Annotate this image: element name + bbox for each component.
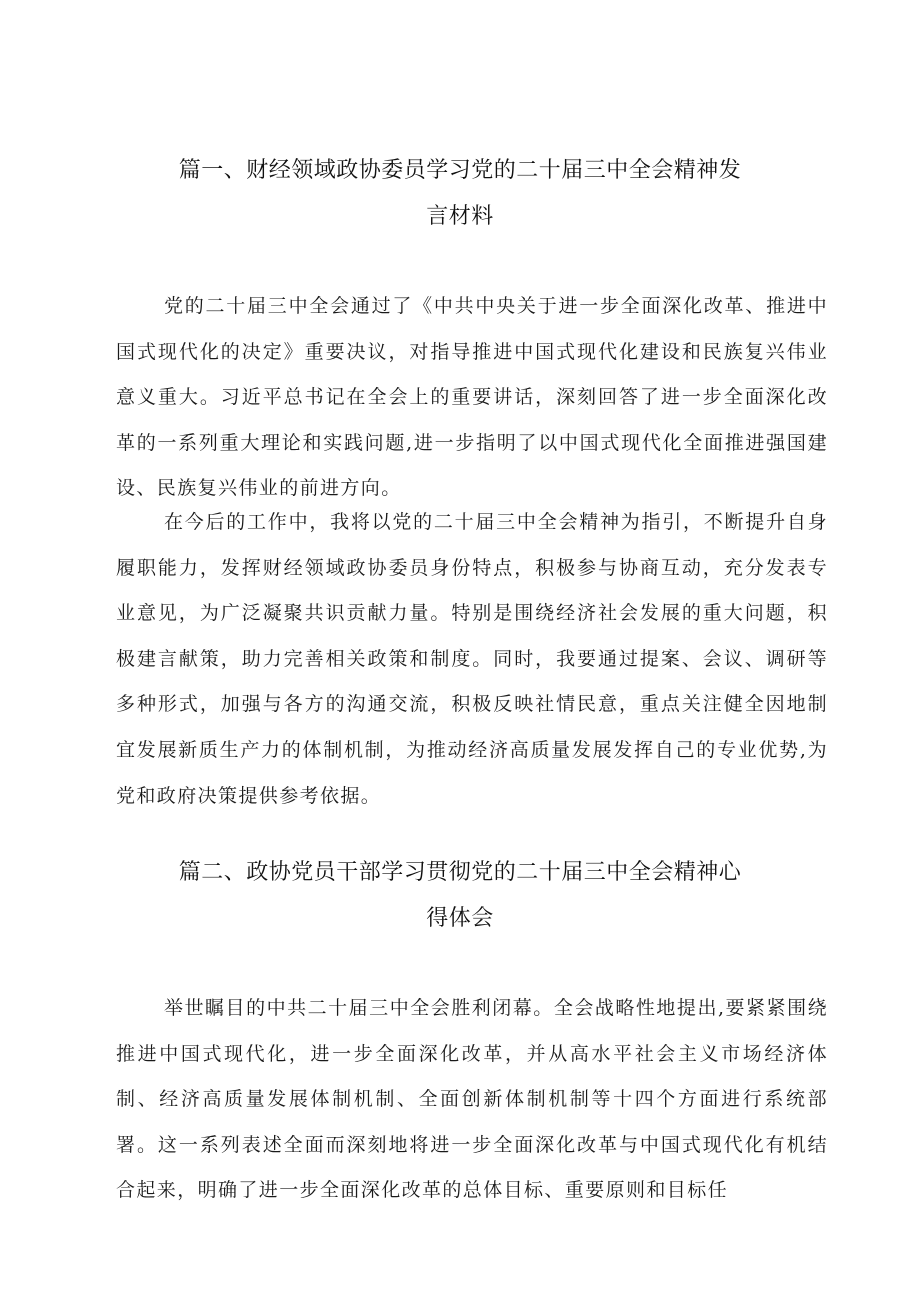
section-2-title-line-2: 得体会 [426,906,494,931]
section-1-paragraph-2: 在今后的工作中，我将以党的二十届三中全会精神为指引，不断提升自身履职能力，发挥财经领域政协委员身份特点，积极参与协商互动，充分发表专业意见，为广泛凝聚共识贡献力量。特别是围绕经济社会发展的重大问题，积极建言献策，助力完善相关政策和制度。同时，我要通过提案、会议、调研等多种形式，加强与各方的沟通交流，积极反映社情民意，重点关注健全因地制宜发展新质生产力的体制机制，为推动经济高质量发展发挥自己的专业优势,为党和政府决策提供参考依据。 [116,511,828,807]
section-2-paragraph-1: 举世瞩目的中共二十届三中全会胜利闭幕。全会战略性地提出,要紧紧围绕推进中国式现代化，进一步全面深化改革，并从高水平社会主义市场经济体制、经济高质量发展体制机制、全面创新体制机制等十四个方面进行系统部署。这一系列表述全面而深刻地将进一步全面深化改革与中国式现代化有机结合起来，明确了进一步全面深化改革的总体目标、重要原则和目标任 [116,997,828,1202]
section-1-title-line-1: 篇一、财经领域政协委员学习党的二十届三中全会精神发 [178,158,742,183]
section-2-title [0,850,920,942]
section-2-title-line-1: 篇二、政协党员干部学习贯彻党的二十届三中全会精神心 [178,860,742,885]
section-1-paragraph-1: 党的二十届三中全会通过了《中共中央关于进一步全面深化改革、推进中国式现代化的决定》重要决议，对指导推进中国式现代化建设和民族复兴伟业意义重大。习近平总书记在全会上的重要讲话，深刻回答了进一步全面深化改革的一系列重大理论和实践问题,进一步指明了以中国式现代化全面推进强国建设、民族复兴伟业的前进方向。 [116,295,828,500]
section-1-title [0,148,920,240]
section-1-title-line-2: 言材料 [426,204,494,229]
